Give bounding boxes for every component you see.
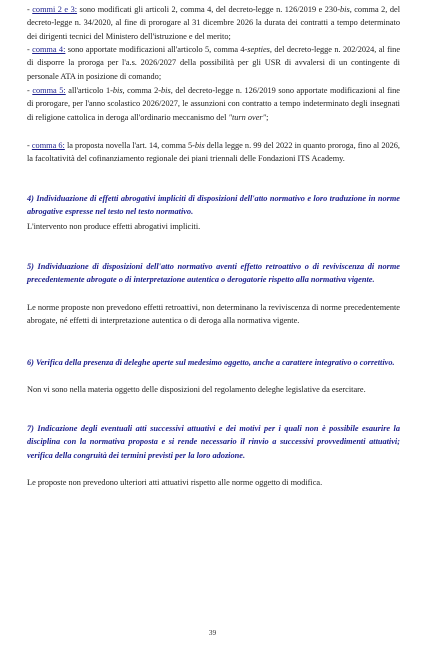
bullet-italic: bis: [194, 141, 205, 150]
bullet-dash: -: [27, 86, 33, 95]
bullet-text: della legge n. 99 del 2022 in quanto proroga, fino al 2026, la facoltatività del cofinanziamento regionale dei piani triennali delle Fondazioni ITS Academy.: [27, 141, 400, 164]
comma-5-link[interactable]: comma 5:: [32, 86, 66, 95]
turn-over-quote: "turn over": [228, 112, 267, 122]
section-4-heading: 4) Individuazione di effetti abrogativi impliciti di disposizioni dell'atto normativo e loro traduzione in norme abrogative espresse nel testo nel testo normativo.: [27, 194, 400, 217]
bullet-text: all'articolo 1-: [65, 86, 113, 95]
section-5-heading: 5) Individuazione di disposizioni dell'atto normativo aventi effetto retroattivo o di reviviscenza di norme precedentemente abrogate o di interpretazione autentica o derogatorie rispetto alla normativa vigente.: [27, 262, 400, 285]
bullet-italic: bis: [161, 86, 171, 95]
section-7-heading: 7) Indicazione degli eventuali atti successivi attuativi e dei motivi per i quali non è possibile esaurire la disciplina con la normativa proposta e si rende necessario il rinvio a successivi provvedimenti attuativi; verifica della congruità dei termini previsti per la loro adozione.: [27, 424, 400, 460]
bullet-comma-5: [27, 84, 400, 124]
section-7-body: Le proposte non prevedono ulteriori atti attuativi rispetto alle norme oggetto di modifica.: [27, 478, 323, 487]
bullet-commi-2-3: [27, 3, 400, 43]
bullet-text: , del decreto-legge n. 202/2024, al fine di disporre la proroga per l'a.s. 2026/2027 della possibilità per gli USR di avvalersi di un contingente di personale ATA in posizione di comando;: [27, 45, 400, 81]
bullet-italic: bis: [340, 5, 350, 14]
bullet-text: , del decreto-legge n. 126/2019 sono apportate modificazioni al fine di prorogare, per l'anno scolastico 2026/2027, le assunzioni con contratto a tempo indeterminato degli insegnati di religione cattolica in deroga all'ordinario meccanismo del: [27, 86, 400, 122]
bullet-dash: -: [27, 45, 33, 54]
bullet-dash: -: [27, 5, 33, 14]
bullet-dash: -: [27, 141, 32, 150]
section-5-body: Le norme proposte non prevedono effetti retroattivi, non determinano la reviviscenza di norme precedentemente abrogate, né effetti di interpretazione autentica o di deroga alla normativa vigente.: [27, 303, 400, 326]
commi-2-3-link[interactable]: commi 2 e 3:: [32, 5, 78, 14]
bullet-italic: septies: [247, 45, 270, 54]
bullet-text: , comma 2, del decreto-legge n. 34/2020, al fine di prorogare al 31 dicembre 2026 la durata dei contratti a tempo determinato dei dirigenti tecnici del Ministero dell'istruzione e del merito;: [27, 5, 400, 41]
bullet-comma-4: [27, 43, 400, 83]
comma-6-link[interactable]: comma 6:: [31, 141, 65, 150]
page-number: 39: [208, 628, 217, 637]
section-4-body: L'intervento non produce effetti abrogativi impliciti.: [27, 222, 201, 231]
section-6-body: Non vi sono nella materia oggetto delle disposizioni del regolamento deleghe legislative da esercitare.: [27, 385, 366, 394]
bullet-comma-6: [27, 139, 400, 166]
bullet-text: , comma 2-: [122, 86, 162, 95]
bullet-text: sono apportate modificazioni all'articolo 5, comma 4-: [65, 45, 248, 54]
comma-4-link[interactable]: comma 4:: [32, 45, 66, 54]
bullet-text: la proposta novella l'art. 14, comma 5-: [64, 141, 195, 150]
bullet-text: sono modificati gli articoli 2, comma 4, del decreto-legge n. 126/2019 e 230-: [77, 5, 340, 14]
bullet-text: ;: [266, 112, 269, 122]
section-6-heading: 6) Verifica della presenza di deleghe aperte sul medesimo oggetto, anche a carattere integrativo o correttivo.: [27, 358, 395, 367]
bullet-italic: bis: [112, 86, 123, 95]
